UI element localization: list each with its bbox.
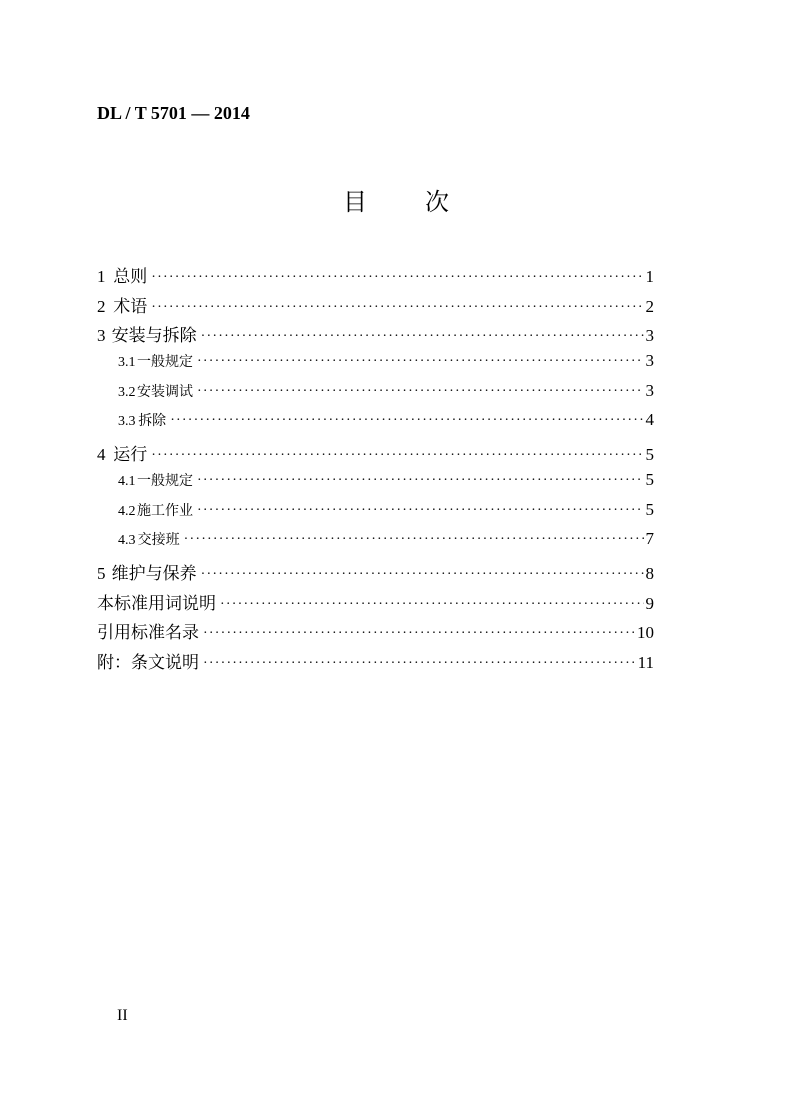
table-of-contents [97, 262, 654, 678]
dot-leader [220, 597, 644, 613]
toc-entry-title: 一般规定 [137, 354, 194, 371]
toc-entry-title: 安装与拆除 [111, 326, 197, 347]
dot-leader [203, 656, 636, 672]
toc-entry-page: 8 [645, 563, 654, 583]
toc-entry-number: 3.3 [118, 414, 136, 430]
toc-entry-references[interactable] [97, 618, 654, 648]
toc-entry-3-3[interactable] [97, 410, 654, 440]
dot-leader [201, 567, 644, 583]
toc-entry-page: 3 [645, 380, 654, 400]
toc-entry-title: 一般规定 [137, 472, 194, 489]
toc-entry-number: 3.1 [118, 355, 136, 371]
toc-entry-title: 安装调试 [137, 383, 194, 400]
toc-entry-title: 附：条文说明 [97, 652, 199, 673]
toc-entry-title: 维护与保养 [111, 563, 197, 584]
toc-entry-number: 5 [97, 563, 106, 583]
toc-entry-page: 10 [637, 623, 654, 643]
toc-entry-page: 5 [645, 469, 654, 489]
toc-entry-number: 4.3 [118, 533, 136, 549]
toc-entry-terms[interactable] [97, 589, 654, 619]
page-number: II [117, 1007, 128, 1024]
toc-entry-3-2[interactable] [97, 381, 654, 411]
toc-entry-3-1[interactable] [97, 351, 654, 381]
toc-entry-explanation[interactable] [97, 648, 654, 678]
toc-title-char-2: 次 [425, 188, 449, 216]
toc-entry-title: 总则 [113, 267, 148, 287]
toc-entry-page: 4 [645, 410, 654, 430]
toc-entry-page: 3 [645, 326, 654, 346]
toc-entry-number: 1 [97, 267, 106, 286]
toc-entry-3[interactable] [97, 321, 654, 351]
toc-entry-2[interactable] [97, 292, 654, 322]
toc-entry-page: 1 [645, 267, 654, 286]
toc-entry-4-2[interactable] [97, 500, 654, 530]
toc-entry-4-3[interactable] [97, 529, 654, 559]
dot-leader [197, 503, 643, 519]
toc-entry-page: 11 [637, 652, 654, 672]
toc-entry-title: 拆除 [138, 413, 167, 430]
toc-entry-number: 3 [97, 326, 106, 346]
toc-entry-page: 5 [645, 499, 654, 519]
dot-leader [203, 626, 635, 642]
toc-entry-title: 交接班 [137, 532, 180, 549]
toc-entry-title: 运行 [113, 445, 148, 466]
toc-entry-page: 5 [645, 445, 654, 465]
dot-leader [184, 532, 644, 548]
toc-entry-title: 术语 [113, 296, 148, 317]
dot-leader [197, 354, 643, 370]
toc-entry-number: 3.2 [118, 384, 136, 400]
toc-entry-page: 2 [645, 296, 654, 316]
dot-leader [201, 329, 644, 345]
dot-leader [197, 473, 643, 489]
toc-entry-page: 3 [645, 351, 654, 371]
dot-leader [151, 270, 643, 286]
toc-entry-1[interactable] [97, 262, 654, 292]
toc-entry-page: 7 [645, 529, 654, 549]
dot-leader [151, 448, 643, 464]
toc-title [0, 186, 792, 218]
toc-entry-number: 4.2 [118, 503, 136, 519]
toc-entry-number: 2 [97, 296, 106, 316]
toc-entry-number: 4.1 [118, 473, 136, 489]
standard-code: DL / T 5701 — 2014 [97, 103, 250, 123]
toc-title-char-1: 目 [343, 188, 367, 216]
toc-entry-page: 9 [645, 593, 654, 613]
toc-entry-title: 引用标准名录 [97, 623, 199, 644]
toc-entry-title: 本标准用词说明 [97, 593, 216, 614]
dot-leader [151, 300, 643, 316]
toc-entry-5[interactable] [97, 559, 654, 589]
dot-leader [170, 413, 643, 429]
toc-entry-4-1[interactable] [97, 470, 654, 500]
toc-entry-number: 4 [97, 445, 106, 465]
toc-entry-title: 施工作业 [137, 502, 194, 519]
dot-leader [197, 384, 643, 400]
toc-entry-4[interactable] [97, 440, 654, 470]
